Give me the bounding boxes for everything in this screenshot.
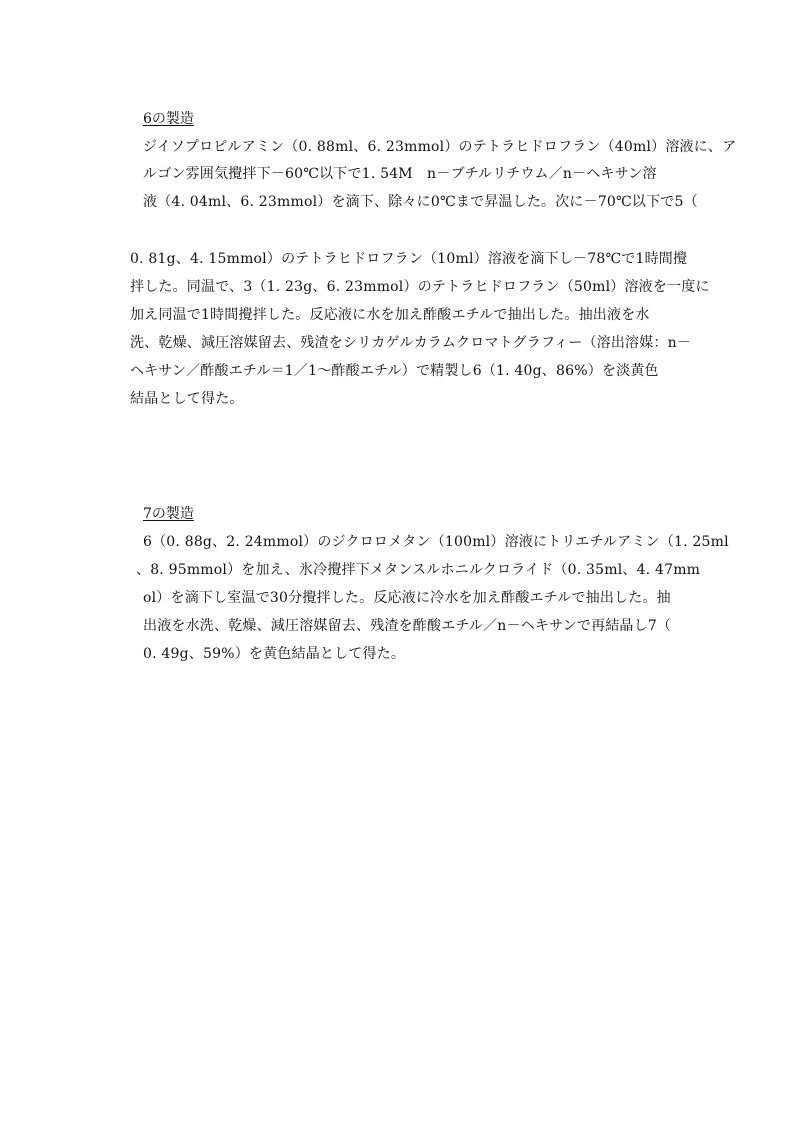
section-6-text-line: 洗、乾燥、減圧溶媒留去、残渣をシリカゲルカラムクロマトグラフィー（溶出溶媒：n－ [130, 335, 692, 351]
section-6-line-6 [130, 306, 650, 324]
section-6-text-line: 液（4. 04ml、6. 23mmol）を滴下、除々に0℃まで昇温した。次に－70℃以下で5（ [143, 194, 698, 210]
section-7-text-line: 、8. 95mmol）を加え、氷冷攪拌下メタンスルホニルクロライド（0. 35ml、4. 47mm [136, 562, 701, 578]
section-6-heading: 6の製造 [143, 111, 194, 127]
section-7-text-line: ol）を滴下し室温で30分攪拌した。反応液に冷水を加え酢酸エチルで抽出した。抽 [143, 590, 671, 606]
section-6-text-line: ジイソプロピルアミン（0. 88ml、6. 23mmol）のテトラヒドロフラン（40ml）溶液に、ア [143, 139, 737, 155]
section-6-line-7 [130, 334, 692, 352]
section-6-text-line: ルゴン雰囲気攪拌下－60℃以下で1. 54M n－ブチルリチウム／n－ヘキサン溶 [143, 166, 657, 182]
section-7-text-line: 0. 49g、59%）を黄色結晶として得た。 [143, 646, 406, 662]
section-6-top [143, 110, 663, 128]
section-7-top [143, 505, 663, 523]
section-7-line-1 [143, 533, 729, 551]
section-7-line-3 [143, 589, 671, 607]
section-7-text-line: 出液を水洗、乾燥、減圧溶媒留去、残渣を酢酸エチル／n－ヘキサンで再結晶し7（ [143, 618, 672, 634]
section-6-line-8 [130, 362, 659, 380]
section-6-text-line: 0. 81g、4. 15mmol）のテトラヒドロフラン（10ml）溶液を滴下し－78℃で1時間攪 [130, 251, 688, 267]
section-7-line-4 [143, 617, 672, 635]
section-6-text-line: 結晶として得た。 [130, 391, 244, 407]
section-7-text-line: 6（0. 88g、2. 24mmol）のジクロロメタン（100ml）溶液にトリエチルアミン（1. 25ml [143, 534, 729, 550]
section-7-heading: 7の製造 [143, 506, 194, 522]
section-6-line-1 [143, 138, 737, 156]
section-6-line-3 [143, 193, 698, 211]
section-6-text-line: ヘキサン／酢酸エチル＝1／1～酢酸エチル）で精製し6（1. 40g、86%）を淡黄色 [130, 363, 659, 379]
section-6-text-line: 拌した。同温で、3（1. 23g、6. 23mmol）のテトラヒドロフラン（50ml）溶液を一度に [130, 279, 710, 295]
section-6-line-4 [130, 250, 688, 268]
section-6-line-2 [143, 165, 663, 183]
section-7-line-2 [136, 561, 701, 579]
section-7-line-5 [143, 645, 663, 663]
section-6-line-9 [130, 390, 650, 408]
section-6-line-5 [130, 278, 710, 296]
section-6-text-line: 加え同温で1時間攪拌した。反応液に水を加え酢酸エチルで抽出した。抽出液を水 [130, 307, 650, 323]
